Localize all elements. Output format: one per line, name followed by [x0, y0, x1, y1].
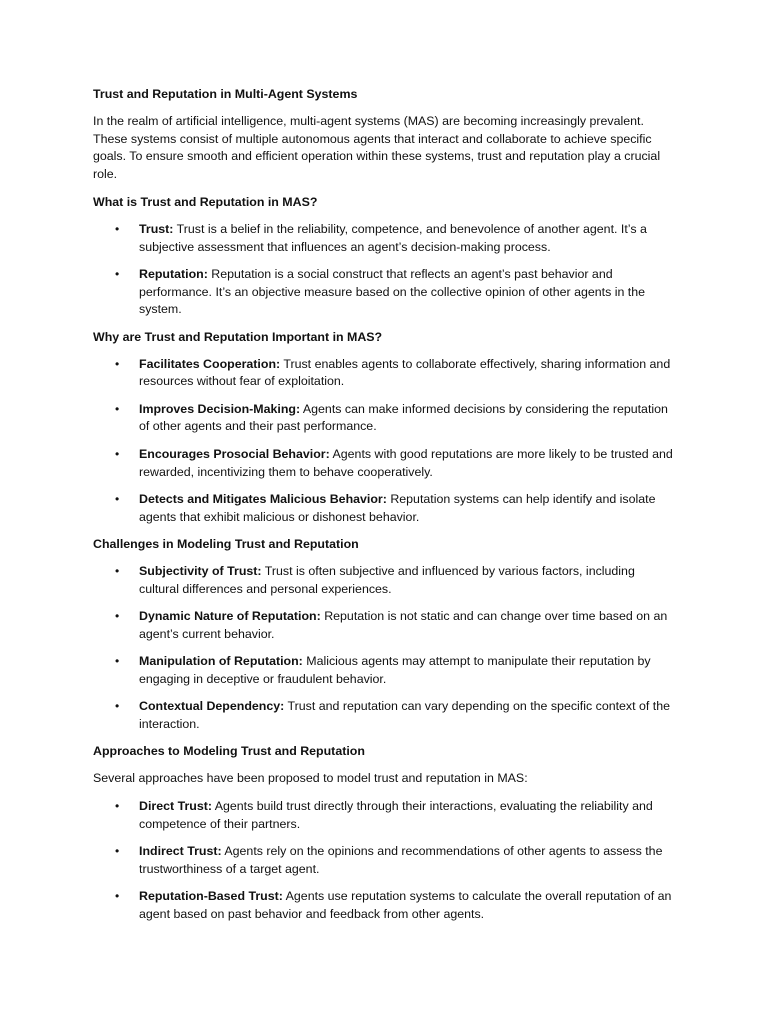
bullet-list: [93, 563, 678, 734]
item-text: Agents build trust directly through their interactions, evaluating the reliability and competence of their partners.: [139, 798, 653, 831]
list-item: [93, 653, 678, 689]
item-term: Indirect Trust:: [139, 843, 222, 858]
list-item: [93, 401, 678, 437]
list-item: [93, 608, 678, 644]
bullet-icon: •: [115, 563, 120, 578]
list-item: [93, 491, 678, 527]
bullet-icon: •: [115, 446, 120, 461]
item-term: Contextual Dependency:: [139, 699, 285, 714]
item-text: Malicious agents may attempt to manipulate their reputation by engaging in deceptive or fraudulent behavior.: [139, 653, 651, 686]
list-item: [93, 446, 678, 482]
item-text: Trust is a belief in the reliability, competence, and benevolence of another agent. It’s a subjective assessment that influences an agent’s decision-making process.: [139, 221, 647, 254]
item-text: Reputation systems can help identify and isolate agents that exhibit malicious or dishonest behavior.: [139, 491, 656, 524]
item-text: Trust enables agents to collaborate effectively, sharing information and resources without fear of exploitation.: [139, 356, 671, 389]
item-term: Detects and Mitigates Malicious Behavior:: [139, 491, 387, 506]
item-text: Trust is often subjective and influenced by various factors, including cultural differences and personal experiences.: [139, 563, 635, 596]
bullet-icon: •: [115, 653, 120, 668]
item-term: Encourages Prosocial Behavior:: [139, 446, 330, 461]
item-term: Dynamic Nature of Reputation:: [139, 608, 321, 623]
list-item: [93, 698, 678, 734]
item-term: Direct Trust:: [139, 798, 212, 813]
list-item: [93, 563, 678, 599]
bullet-icon: •: [115, 266, 120, 281]
bullet-icon: •: [115, 221, 120, 236]
section-heading: What is Trust and Reputation in MAS?: [93, 194, 318, 209]
item-term: Improves Decision-Making:: [139, 401, 301, 416]
item-term: Facilitates Cooperation:: [139, 356, 281, 371]
bullet-list: [93, 798, 678, 924]
section-heading: Why are Trust and Reputation Important in MAS?: [93, 329, 383, 344]
bullet-icon: •: [115, 356, 120, 371]
item-text: Trust and reputation can vary depending on the specific context of the interaction.: [139, 699, 671, 731]
list-item: [93, 843, 678, 879]
list-item: [93, 888, 678, 924]
bullet-icon: •: [115, 491, 120, 506]
item-text: Reputation is a social construct that reflects an agent’s past behavior and performance. It’s an objective measure based on the collective opinion of other agents in the system.: [139, 266, 646, 317]
item-text: Agents with good reputations are more likely to be trusted and rewarded, incentivizing them to behave cooperatively.: [139, 446, 673, 479]
bullet-icon: •: [115, 843, 120, 858]
bullet-list: [93, 221, 678, 319]
section-heading: Approaches to Modeling Trust and Reputation: [93, 744, 365, 759]
item-text: Agents rely on the opinions and recommendations of other agents to assess the trustworthiness of a target agent.: [139, 843, 663, 876]
item-text: Reputation is not static and can change over time based on an agent’s current behavior.: [139, 608, 668, 641]
item-term: Reputation-Based Trust:: [139, 888, 283, 903]
list-item: [93, 221, 678, 257]
item-text: Agents use reputation systems to calculate the overall reputation of an agent based on past behavior and feedback from other agents.: [139, 888, 672, 921]
bullet-icon: •: [115, 401, 120, 416]
item-text: Agents can make informed decisions by considering the reputation of other agents and their past performance.: [139, 401, 668, 434]
section-heading: Challenges in Modeling Trust and Reputation: [93, 536, 359, 551]
bullet-list: [93, 356, 678, 527]
intro-paragraph: In the realm of artificial intelligence, multi-agent systems (MAS) are becoming increasingly prevalent. These systems consist of multiple autonomous agents that interact and collaborate to achieve specific goals. To ensure smooth and efficient operation within these systems, trust and reputation play a crucial role.: [93, 113, 661, 182]
bullet-icon: •: [115, 798, 120, 813]
list-item: [93, 798, 678, 834]
bullet-icon: •: [115, 699, 120, 714]
bullet-icon: •: [115, 608, 120, 623]
item-term: Manipulation of Reputation:: [139, 653, 303, 668]
item-term: Trust:: [139, 221, 174, 236]
item-term: Reputation:: [139, 266, 208, 281]
document-title: Trust and Reputation in Multi-Agent Systems: [93, 87, 358, 101]
list-item: [93, 356, 678, 392]
bullet-icon: •: [115, 888, 120, 903]
document-content: [93, 86, 678, 933]
section-intro: Several approaches have been proposed to model trust and reputation in MAS:: [93, 770, 528, 785]
item-term: Subjectivity of Trust:: [139, 563, 262, 578]
list-item: [93, 266, 678, 319]
